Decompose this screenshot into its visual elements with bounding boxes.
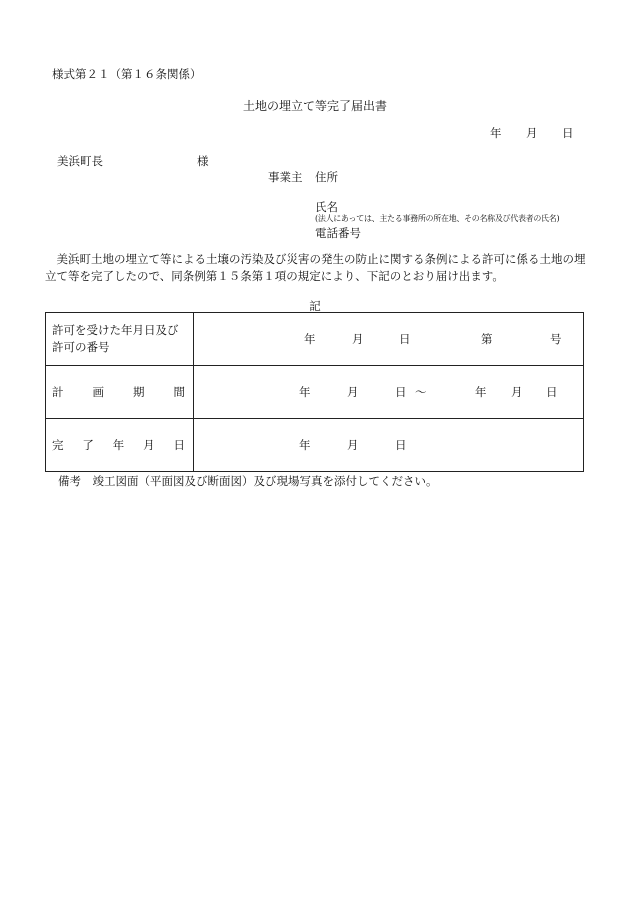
address-label: 住所	[315, 170, 338, 184]
permit-value-cell	[194, 313, 584, 366]
plan-start-year: 年	[299, 385, 311, 399]
completion-char: 了	[82, 437, 94, 452]
remarks-note: 備考 竣工図面（平面図及び断面図）及び現場写真を添付してください。	[58, 474, 438, 488]
permit-month: 月	[352, 332, 364, 346]
name-note: (法人にあっては、主たる事務所の所在地、その名称及び代表者の氏名)	[315, 214, 560, 223]
name-label: 氏名	[315, 200, 338, 214]
date-year-label: 年	[490, 126, 502, 140]
completion-table	[45, 312, 584, 472]
permit-label-line1: 許可を受けた年月日及び	[52, 323, 179, 337]
plan-period-label	[52, 384, 193, 401]
plan-period-label-cell	[46, 366, 194, 419]
permit-day: 日	[399, 332, 411, 346]
plan-period-char: 間	[173, 384, 185, 399]
permit-label-cell	[46, 313, 194, 366]
plan-end-day: 日	[546, 385, 558, 399]
phone-label: 電話番号	[315, 226, 361, 240]
date-day-label: 日	[562, 126, 574, 140]
completion-label	[52, 437, 193, 454]
plan-period-value-cell	[194, 366, 584, 419]
ki-heading: 記	[309, 299, 321, 313]
addressee-name: 美浜町長	[57, 154, 103, 168]
permit-year: 年	[304, 332, 316, 346]
completion-char: 月	[143, 437, 155, 452]
permit-label-line2: 許可の番号	[52, 340, 110, 354]
permit-dai: 第	[481, 332, 493, 346]
date-month-label: 月	[526, 126, 538, 140]
document-title: 土地の埋立て等完了届出書	[242, 99, 387, 113]
plan-end-month: 月	[511, 385, 523, 399]
plan-start-day: 日	[395, 385, 407, 399]
plan-tilde: ～	[415, 385, 427, 399]
table-row-plan-period	[46, 366, 584, 419]
permit-go: 号	[550, 332, 562, 346]
plan-period-char: 期	[133, 384, 145, 399]
form-number: 様式第２１（第１６条関係）	[52, 67, 202, 81]
body-text: 美浜町土地の埋立て等による土壌の汚染及び災害の発生の防止に関する条例による許可に係る土地の埋立て等を完了したので、同条例第１５条第１項の規定により、下記のとおり届け出ます。	[45, 252, 586, 283]
completion-char: 年	[112, 437, 125, 452]
table-row-completion-date	[46, 419, 584, 472]
plan-period-char: 計	[52, 384, 64, 399]
plan-start-month: 月	[347, 385, 359, 399]
completion-year: 年	[299, 438, 311, 452]
completion-char: 完	[52, 437, 64, 452]
completion-day: 日	[395, 438, 407, 452]
plan-end-year: 年	[475, 385, 487, 399]
business-owner-label: 事業主	[268, 170, 303, 184]
completion-label-cell	[46, 419, 194, 472]
completion-month: 月	[347, 438, 359, 452]
completion-char: 日	[173, 437, 185, 452]
table-row-permit	[46, 313, 584, 366]
plan-period-char: 画	[92, 384, 104, 399]
completion-value-cell	[194, 419, 584, 472]
addressee-honorific: 様	[197, 154, 209, 168]
